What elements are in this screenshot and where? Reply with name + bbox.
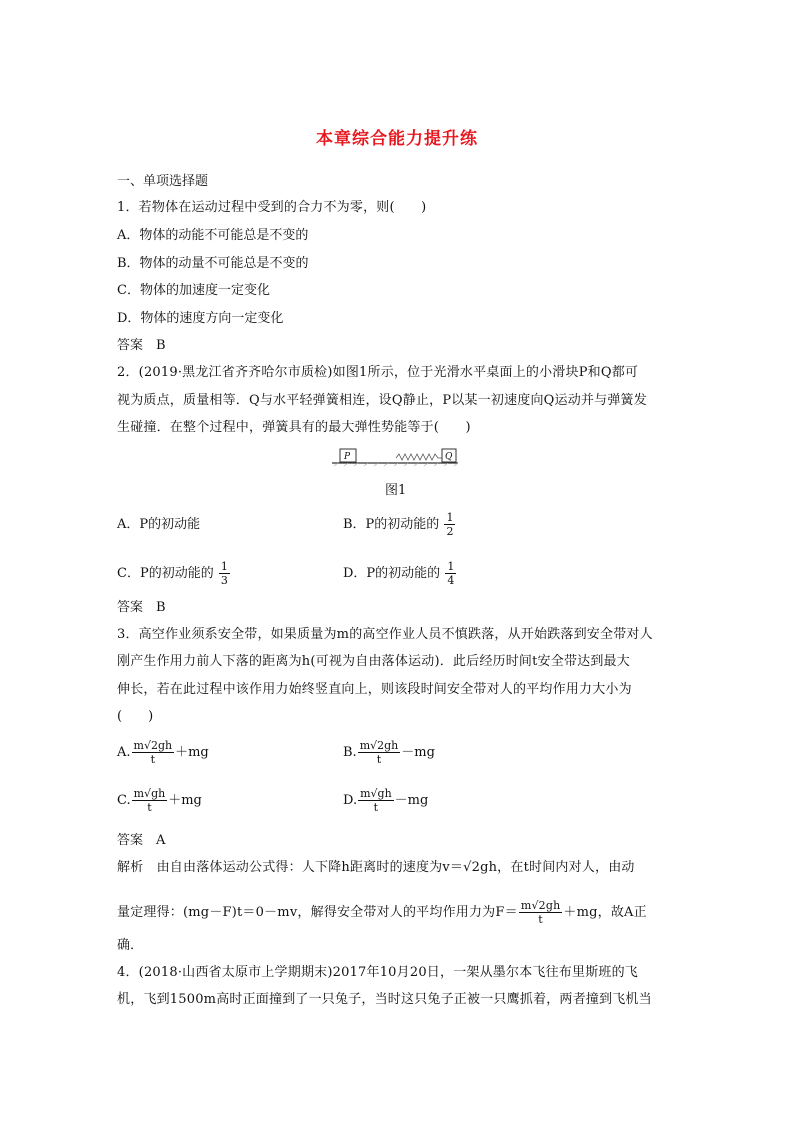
q2-option-b-fraction — [444, 511, 455, 538]
q3-option-d — [343, 787, 428, 814]
fraction-numerator: 1 — [446, 511, 454, 524]
q2-option-c-text: C．P的初动能的 — [117, 566, 214, 581]
fraction-denominator: 2 — [446, 525, 454, 538]
spring — [396, 454, 442, 460]
analysis-text: 量定理得：(mg－F)t＝0－mv，解得安全带对人的平均作用力为F＝ — [117, 905, 518, 920]
q3-analysis-line-2 — [117, 899, 647, 926]
option-tail: ＋mg — [168, 793, 202, 808]
fraction-denominator: t — [373, 801, 379, 814]
fraction-numerator: m√gh — [360, 787, 392, 800]
fraction-denominator: t — [150, 753, 156, 766]
q3-stem-line-2: 刚产生作用力前人下落的距离为h(可视为自由落体运动)．此后经历时间t安全带达到最大 — [117, 654, 630, 669]
fraction-numerator: m√gh — [133, 787, 166, 800]
fraction-denominator: t — [376, 753, 382, 766]
q2-option-b-text: B．P的初动能的 — [343, 517, 440, 532]
section-heading: 一、单项选择题 — [117, 174, 209, 189]
q3-option-b — [343, 739, 435, 766]
q3-option-b-fraction — [358, 739, 401, 766]
q3-answer: 答案 A — [117, 833, 166, 848]
q2-option-b — [343, 511, 456, 538]
q2-stem-line-1: 2．(2019·黑龙江省齐齐哈尔市质检)如图1所示，位于光滑水平桌面上的小滑块P和Q都可 — [117, 365, 639, 380]
q4-stem-line-2: 机，飞到1500m高时正面撞到了一只兔子，当时这只兔子正被一只鹰抓着，两者撞到飞机当 — [117, 992, 652, 1007]
option-label: A. — [117, 745, 131, 760]
q3-analysis-line-3: 确． — [117, 938, 144, 953]
option-label: B. — [343, 745, 357, 760]
q4-stem-line-1: 4．(2018·山西省太原市上学期期末)2017年10月20日，一架从墨尔本飞往布里斯班的飞 — [117, 965, 638, 980]
q2-option-a: A．P的初动能 — [117, 517, 201, 532]
q2-option-c — [117, 560, 231, 587]
page-title: 本章综合能力提升练 — [316, 129, 478, 149]
q2-answer: 答案 B — [117, 600, 166, 615]
q3-stem-line-1: 3．高空作业须系安全带，如果质量为m的高空作业人员不慎跌落，从开始跌落到安全带对人 — [117, 627, 653, 642]
fraction-denominator: t — [538, 913, 543, 926]
q3-analysis-line-1: 解析 由自由落体运动公式得：人下降h距离时的速度为v＝√2gh，在t时间内对人，由动 — [117, 860, 635, 875]
q1-option-c: C．物体的加速度一定变化 — [117, 283, 270, 298]
q2-option-d-text: D．P的初动能的 — [343, 566, 441, 581]
q3-option-c — [117, 787, 202, 814]
fraction-denominator: 3 — [220, 574, 228, 587]
option-tail: －mg — [401, 745, 435, 760]
spring-block-figure — [330, 446, 460, 466]
q1-option-a: A．物体的动能不可能总是不变的 — [117, 228, 309, 243]
figure-caption: 图1 — [385, 483, 407, 498]
option-tail: －mg — [394, 793, 429, 808]
q3-stem-line-4: ( ) — [117, 709, 154, 724]
option-tail: ＋mg — [175, 745, 209, 760]
q3-option-c-fraction — [132, 787, 168, 814]
q2-option-d-fraction — [445, 560, 456, 587]
q3-stem-line-3: 伸长，若在此过程中该作用力始终竖直向上，则该段时间安全带对人的平均作用力大小为 — [117, 682, 632, 697]
fraction-numerator: 1 — [220, 560, 228, 573]
option-label: D. — [343, 793, 358, 808]
q2-option-d — [343, 560, 457, 587]
fraction-denominator: 4 — [447, 574, 455, 587]
fraction-numerator: m√2gh — [520, 899, 561, 912]
analysis-tail: ＋mg，故A正 — [563, 905, 647, 920]
q2-stem-line-3: 生碰撞．在整个过程中，弹簧具有的最大弹性势能等于( ) — [117, 420, 471, 435]
q2-option-c-fraction — [219, 560, 230, 587]
analysis-fraction — [519, 899, 563, 926]
block-q-label: Q — [445, 452, 453, 462]
q1-option-d: D．物体的速度方向一定变化 — [117, 311, 284, 326]
fraction-numerator: m√2gh — [359, 739, 399, 752]
option-label: C. — [117, 793, 131, 808]
q2-stem-line-2: 视为质点，质量相等．Q与水平轻弹簧相连，设Q静止，P以某一初速度向Q运动并与弹簧发 — [117, 393, 647, 408]
fraction-numerator: 1 — [447, 560, 455, 573]
fraction-numerator: m√2gh — [133, 739, 173, 752]
q1-answer: 答案 B — [117, 338, 166, 353]
q3-option-a — [117, 739, 209, 766]
block-p-label: P — [344, 452, 351, 462]
fraction-denominator: t — [147, 801, 152, 814]
q1-stem: 1．若物体在运动过程中受到的合力不为零，则( ) — [117, 200, 427, 215]
q3-option-a-fraction — [132, 739, 175, 766]
q3-option-d-fraction — [358, 787, 394, 814]
q1-option-b: B．物体的动量不可能总是不变的 — [117, 256, 309, 271]
